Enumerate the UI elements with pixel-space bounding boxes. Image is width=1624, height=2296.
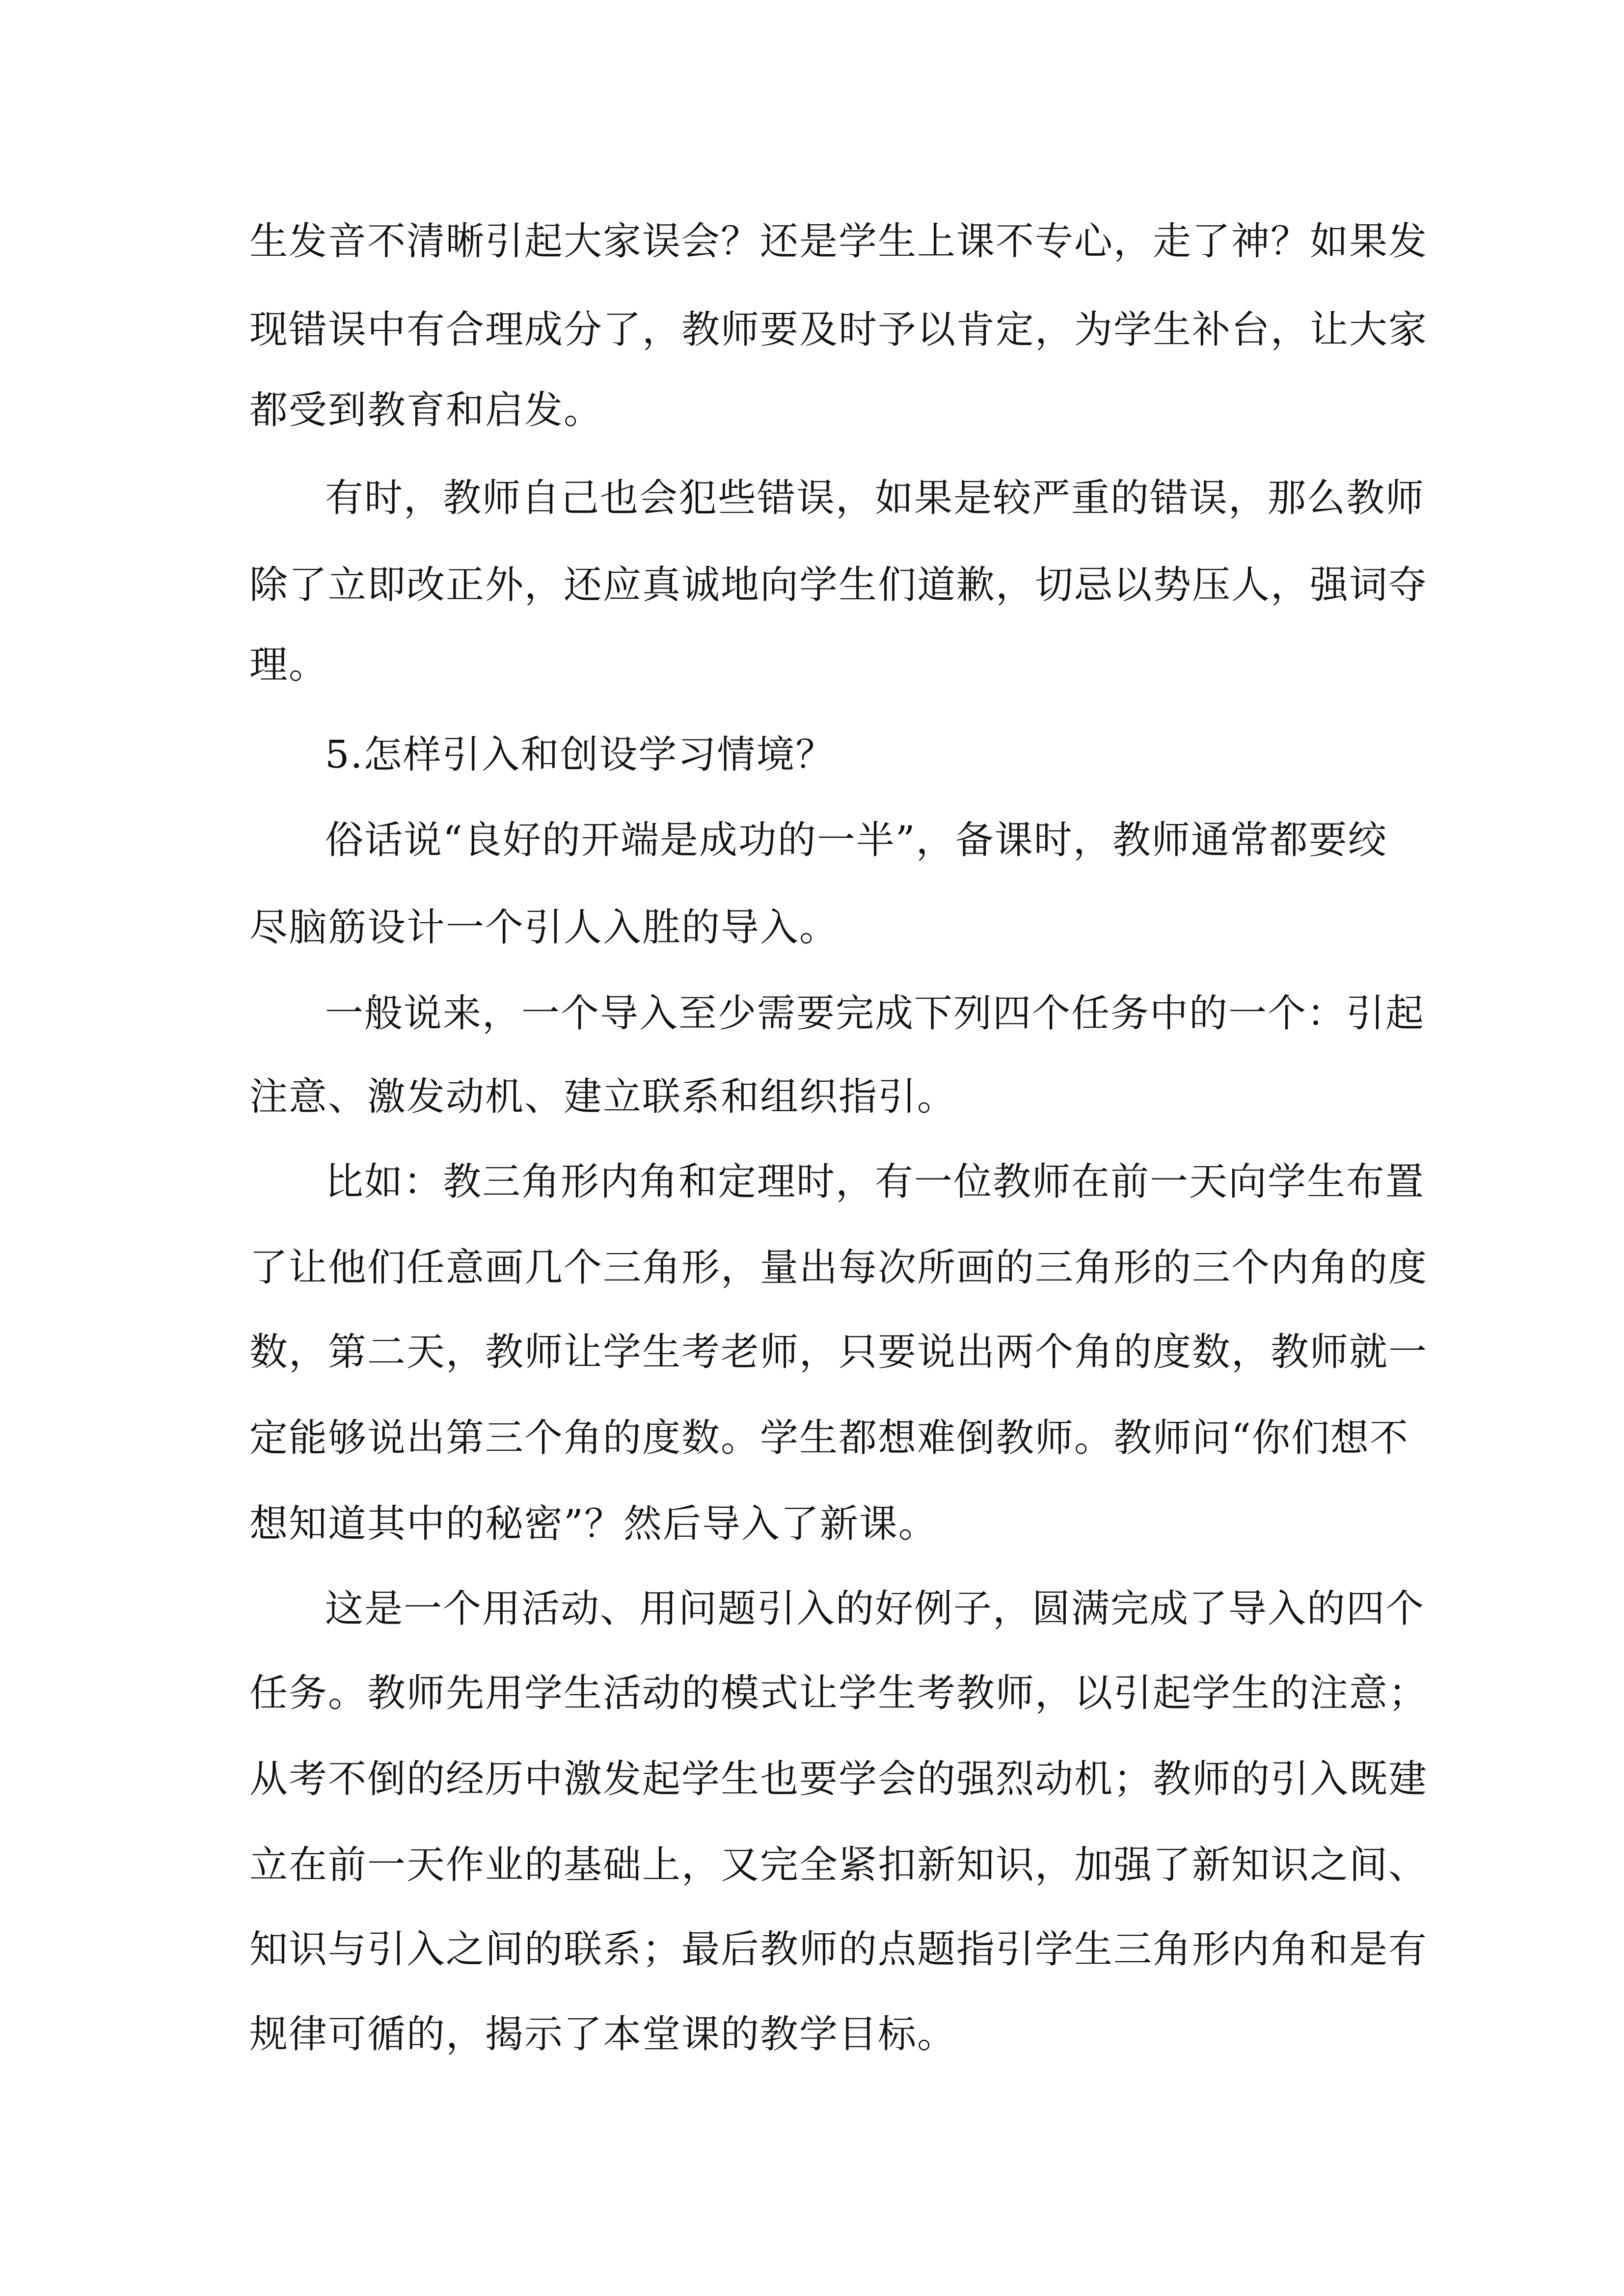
text-line: 理。	[249, 643, 328, 687]
section-heading: 5.怎样引入和创设学习情境？	[325, 733, 835, 777]
text-line: 知识与引入之间的联系；最后教师的点题指引学生三角形内角和是有	[249, 1927, 1428, 1972]
text-line: 一般说来，一个导入至少需要完成下列四个任务中的一个：引起	[325, 991, 1425, 1036]
text-line: 比如：教三角形内角和定理时，有一位教师在前一天向学生布置	[325, 1160, 1425, 1204]
text-line: 立在前一天作业的基础上，又完全紧扣新知识，加强了新知识之间、	[249, 1843, 1428, 1887]
text-line: 任务。教师先用学生活动的模式让学生考教师，以引起学生的注意；	[249, 1671, 1428, 1715]
text-line: 尽脑筋设计一个引人入胜的导入。	[249, 906, 839, 950]
text-line: 从考不倒的经历中激发起学生也要学会的强烈动机；教师的引入既建	[249, 1757, 1428, 1801]
text-line: 这是一个用活动、用问题引入的好例子，圆满完成了导入的四个	[325, 1587, 1425, 1631]
text-line: 想知道其中的秘密”？然后导入了新课。	[249, 1502, 938, 1546]
text-line: 都受到教育和启发。	[249, 388, 603, 432]
text-line: 俗话说“良好的开端是成功的一半”，备课时，教师通常都要绞	[325, 818, 1387, 862]
text-line: 定能够说出第三个角的度数。学生都想难倒教师。教师问“你们想不	[249, 1416, 1409, 1460]
text-line: 有时，教师自己也会犯些错误，如果是较严重的错误，那么教师	[325, 476, 1425, 520]
text-line: 生发音不清晰引起大家误会？还是学生上课不专心，走了神？如果发	[249, 219, 1428, 264]
text-line: 了让他们任意画几个三角形，量出每次所画的三角形的三个内角的度	[249, 1246, 1428, 1290]
text-line: 除了立即改正外，还应真诚地向学生们道歉，切忌以势压人，强词夺	[249, 563, 1428, 607]
text-line: 数，第二天，教师让学生考老师，只要说出两个角的度数，教师就一	[249, 1330, 1428, 1374]
text-line: 规律可循的，揭示了本堂课的教学目标。	[249, 2012, 957, 2056]
text-line: 注意、激发动机、建立联系和组织指引。	[249, 1075, 957, 1119]
text-line: 现错误中有合理成分了，教师要及时予以肯定，为学生补台，让大家	[249, 308, 1428, 352]
